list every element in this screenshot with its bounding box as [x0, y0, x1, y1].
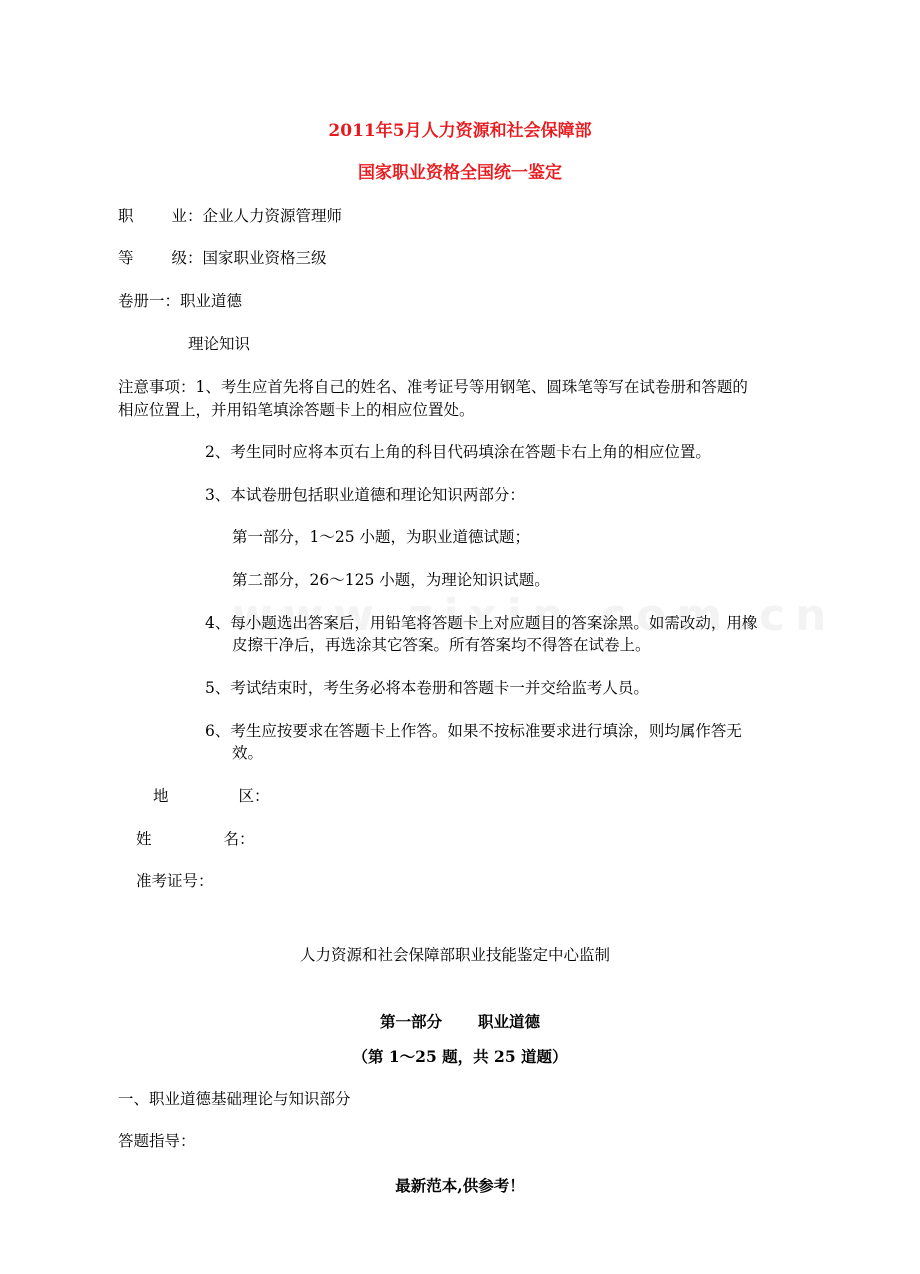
level-label-b: 级：: [171, 249, 203, 267]
notes-item-3-sub-1: 第一部分，1～25 小题，为职业道德试题；: [232, 528, 531, 546]
exam-id-label: 准考证号：: [136, 872, 214, 890]
notes-item-3-sub-2: 第二部分，26～125 小题，为理论知识试题。: [232, 571, 550, 589]
job-row: [118, 205, 342, 227]
notes-item-1-line-2: 相应位置上，并用铅笔填涂答题卡上的相应位置处。: [118, 401, 475, 419]
issuer-line: 人力资源和社会保障部职业技能鉴定中心监制: [300, 946, 611, 964]
guide-label: 答题指导：: [118, 1132, 196, 1150]
notes-item-2: 2、考生同时应将本页右上角的科目代码填涂在答题卡右上角的相应位置。: [205, 443, 711, 461]
job-value: 企业人力资源管理师: [202, 207, 343, 225]
notes-item-1-text: 1、考生应首先将自己的姓名、准考证号等用钢笔、圆珠笔等写在试卷册和答题的: [195, 378, 748, 396]
name-label-a: 姓: [136, 830, 152, 848]
part-title-b: 职业道德: [478, 1012, 541, 1031]
level-label-a: 等: [118, 249, 134, 267]
part-title: [0, 1011, 920, 1033]
notes-item-4-line-2: 皮擦干净后，再选涂其它答案。所有答案均不得答在试卷上。: [232, 636, 651, 654]
notes-item-5: 5、考试结束时，考生务必将本卷册和答题卡一并交给监考人员。: [205, 679, 649, 697]
level-row: [118, 247, 327, 269]
notes-item-4-line-1: 4、每小题选出答案后，用铅笔将答题卡上对应题目的答案涂黑。如需改动，用橡: [205, 614, 758, 632]
region-label-a: 地: [153, 787, 169, 805]
level-value: 国家职业资格三级: [202, 249, 327, 267]
notes-intro-label: 注意事项：: [118, 378, 196, 396]
volume-row: [118, 290, 242, 312]
notes-item-6-line-1: 6、考生应按要求在答题卡上作答。如果不按标准要求进行填涂，则均属作答无: [205, 722, 742, 740]
volume-value-1: 职业道德: [180, 292, 243, 310]
region-row: [153, 785, 270, 807]
bottom-note: 最新范本,供参考！: [395, 1176, 525, 1195]
volume-label: 卷册一：: [118, 292, 181, 310]
notes-item-6-line-2: 效。: [232, 744, 264, 762]
part-title-a: 第一部分: [379, 1012, 442, 1031]
name-row: [136, 828, 255, 850]
section-1-heading: 一、职业道德基础理论与知识部分: [118, 1090, 351, 1108]
name-label-b: 名：: [223, 830, 255, 848]
title-line-2: 国家职业资格全国统一鉴定: [358, 163, 562, 183]
notes-item-3: 3、本试卷册包括职业道德和理论知识两部分：: [205, 486, 525, 504]
region-label-b: 区：: [238, 787, 270, 805]
notes-item-1-line-1: [118, 376, 748, 398]
title-line-1: 2011年5月人力资源和社会保障部: [328, 121, 592, 141]
part-range: （第 1～25 题，共 25 道题）: [352, 1047, 568, 1066]
job-label-a: 职: [118, 207, 134, 225]
job-label-b: 业：: [171, 207, 203, 225]
volume-value-2: 理论知识: [188, 335, 251, 353]
